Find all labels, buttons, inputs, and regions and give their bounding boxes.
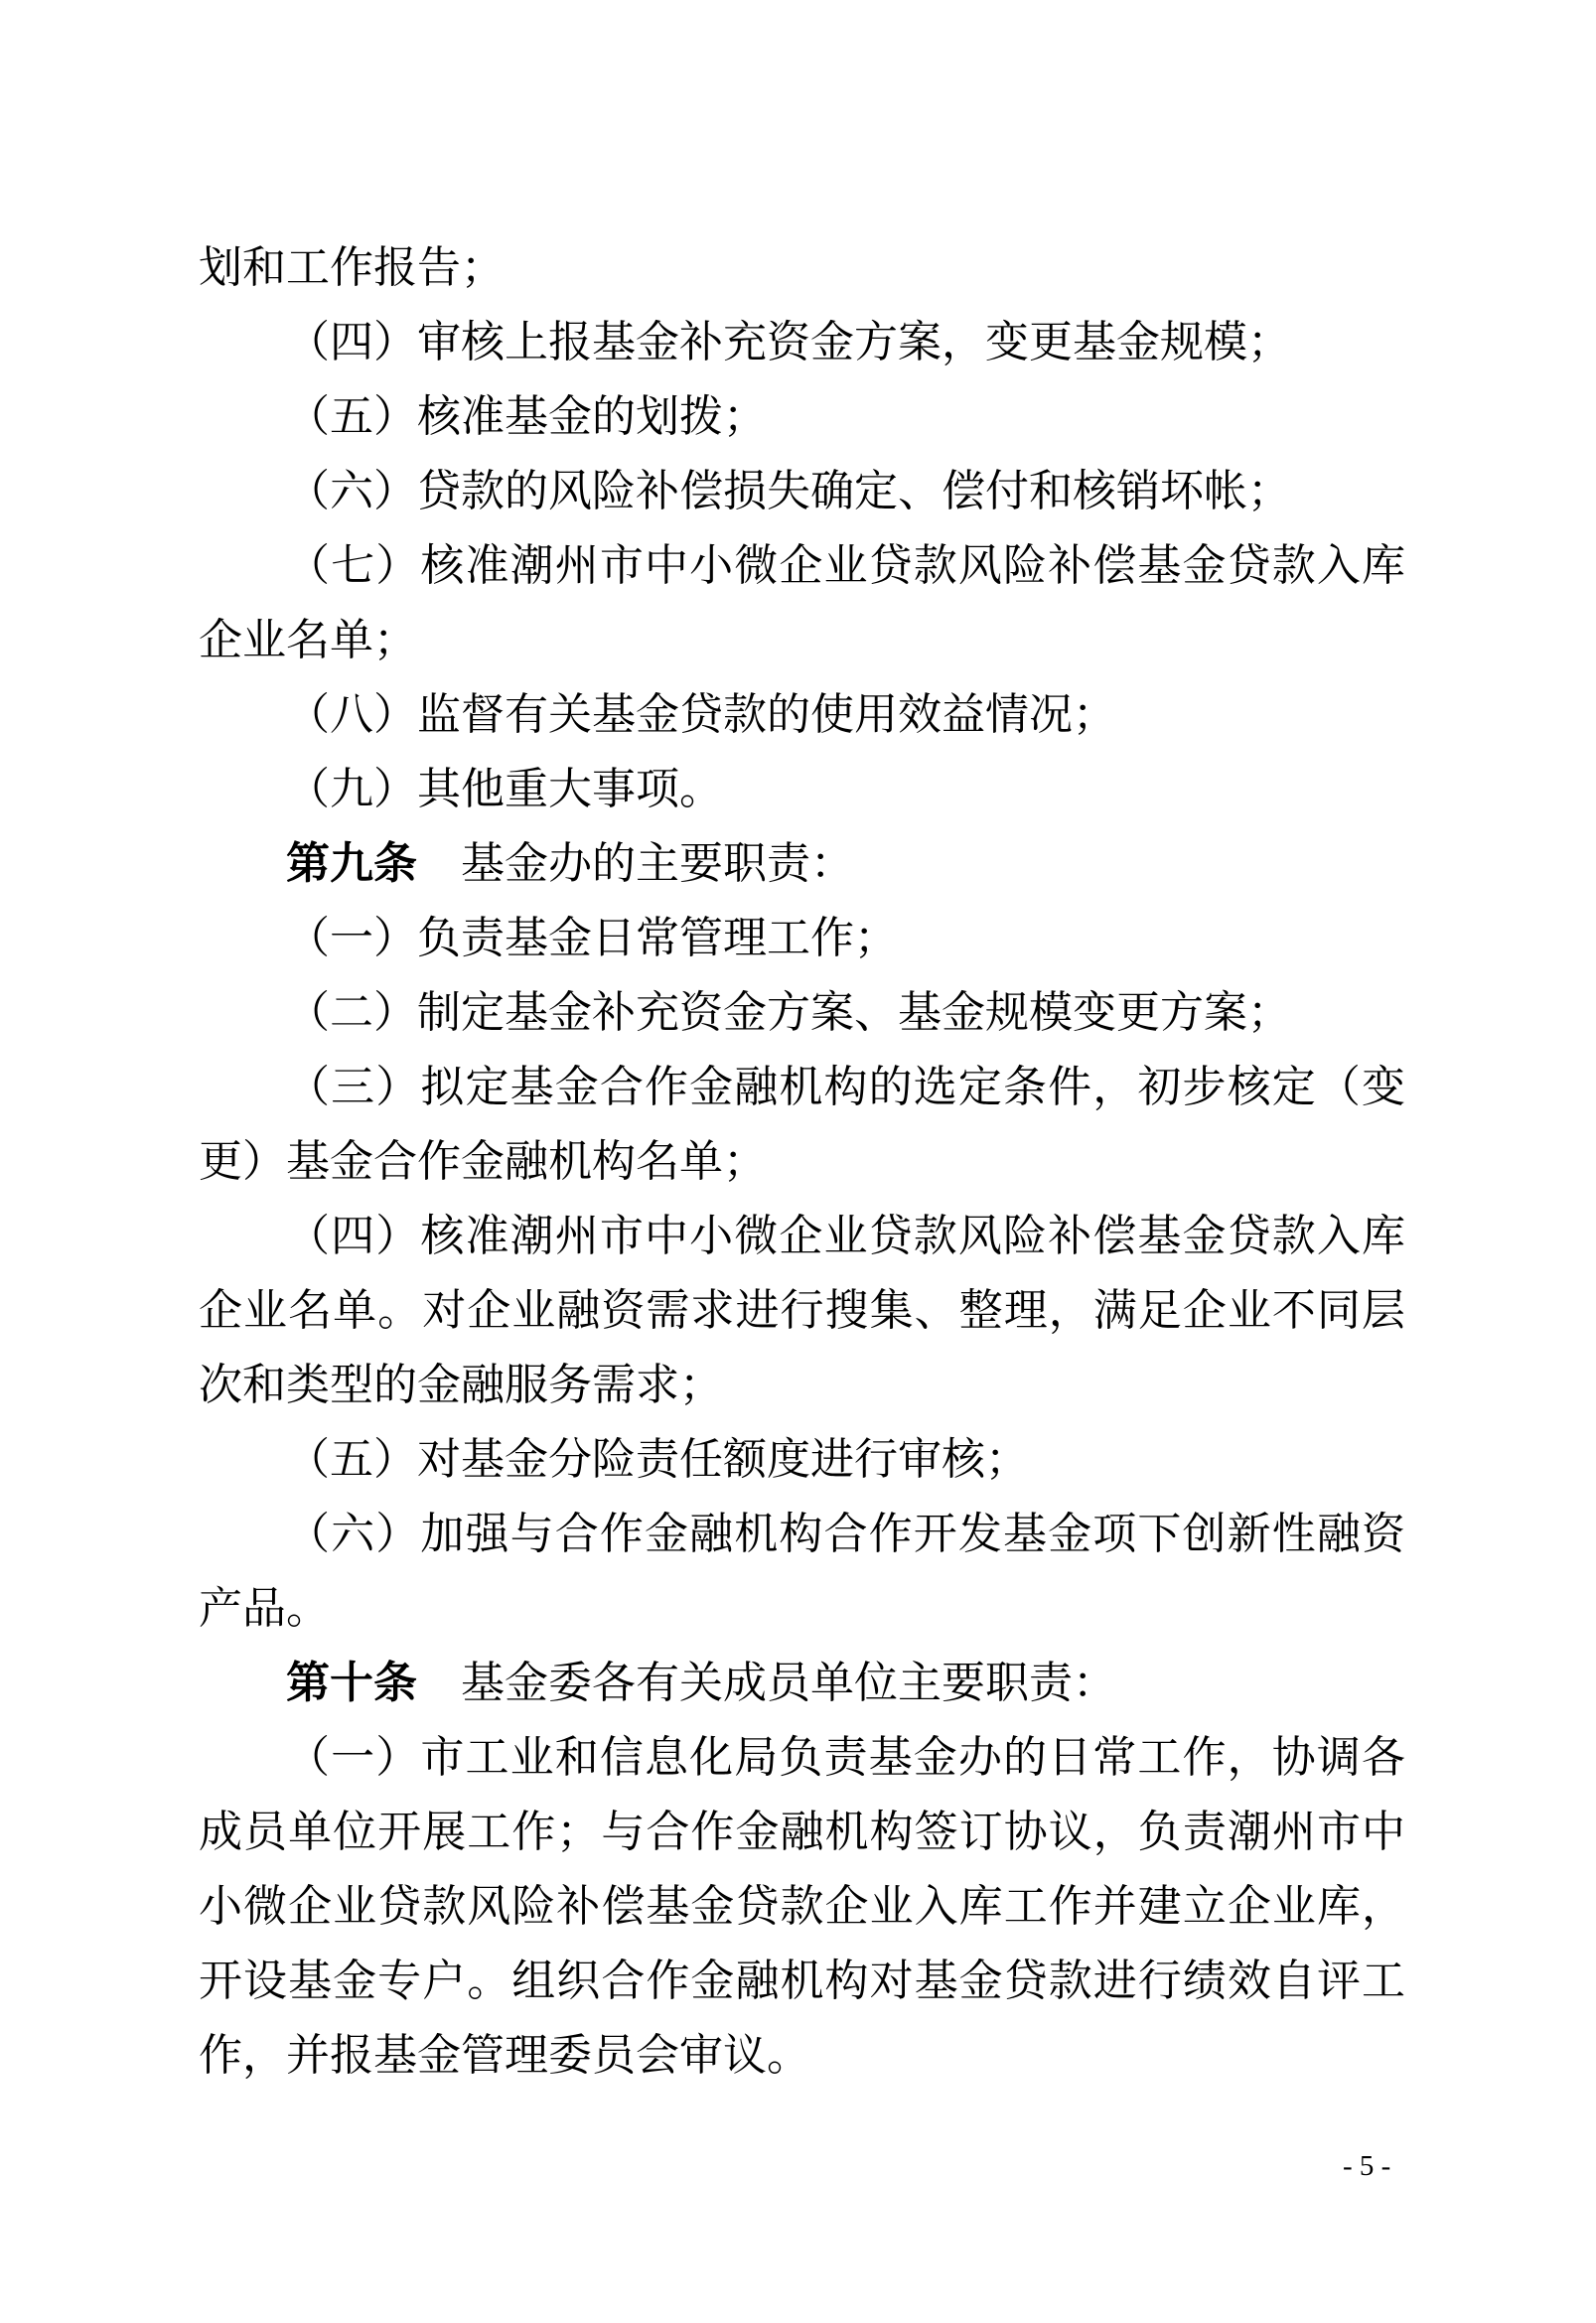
doc-line: （三）拟定基金合作金融机构的选定条件，初步核定（变 — [286, 1063, 1405, 1111]
doc-line-article-9 — [199, 826, 1405, 901]
doc-line: （九）其他重大事项。 — [286, 765, 723, 813]
doc-line: （一）市工业和信息化局负责基金办的日常工作，协调各 — [286, 1733, 1405, 1782]
doc-line: （八）监督有关基金贷款的使用效益情况； — [286, 690, 1116, 739]
doc-line: 成员单位开展工作；与合作金融机构签订协议，负责潮州市中 — [199, 1808, 1405, 1856]
article-title: 基金办的主要职责： — [417, 839, 854, 888]
doc-line: 小微企业贷款风险补偿基金贷款企业入库工作并建立企业库， — [199, 1882, 1405, 1931]
doc-line: （六）贷款的风险补偿损失确定、偿付和核销坏帐； — [286, 467, 1291, 515]
doc-line: （七）核准潮州市中小微企业贷款风险补偿基金贷款入库 — [286, 541, 1405, 590]
doc-line: （四）审核上报基金补充资金方案，变更基金规模； — [286, 318, 1291, 366]
doc-line: （五）核准基金的划拨； — [286, 392, 767, 441]
doc-line-article-10 — [199, 1646, 1405, 1720]
doc-line: （一）负责基金日常管理工作； — [286, 914, 898, 962]
doc-line: 更）基金合作金融机构名单； — [199, 1137, 767, 1186]
doc-line: （四）核准潮州市中小微企业贷款风险补偿基金贷款入库 — [286, 1212, 1405, 1260]
doc-line: 划和工作报告； — [199, 243, 505, 292]
doc-line: 开设基金专户。组织合作金融机构对基金贷款进行绩效自评工 — [199, 1957, 1405, 2005]
doc-line: （五）对基金分险责任额度进行审核； — [286, 1435, 1029, 1484]
article-title: 基金委各有关成员单位主要职责： — [417, 1659, 1116, 1707]
doc-line: 作，并报基金管理委员会审议。 — [199, 2031, 810, 2080]
article-number: 第九条 — [286, 839, 417, 888]
article-number: 第十条 — [286, 1659, 417, 1707]
doc-line: （六）加强与合作金融机构合作开发基金项下创新性融资 — [286, 1510, 1405, 1558]
document-body — [199, 230, 1405, 2093]
doc-line: 次和类型的金融服务需求； — [199, 1361, 723, 1409]
doc-line: 企业名单； — [199, 616, 417, 664]
doc-line: 产品。 — [199, 1584, 330, 1633]
doc-line: 企业名单。对企业融资需求进行搜集、整理，满足企业不同层 — [199, 1286, 1405, 1335]
page-number: - 5 - — [1343, 2150, 1391, 2182]
doc-line: （二）制定基金补充资金方案、基金规模变更方案； — [286, 988, 1291, 1037]
